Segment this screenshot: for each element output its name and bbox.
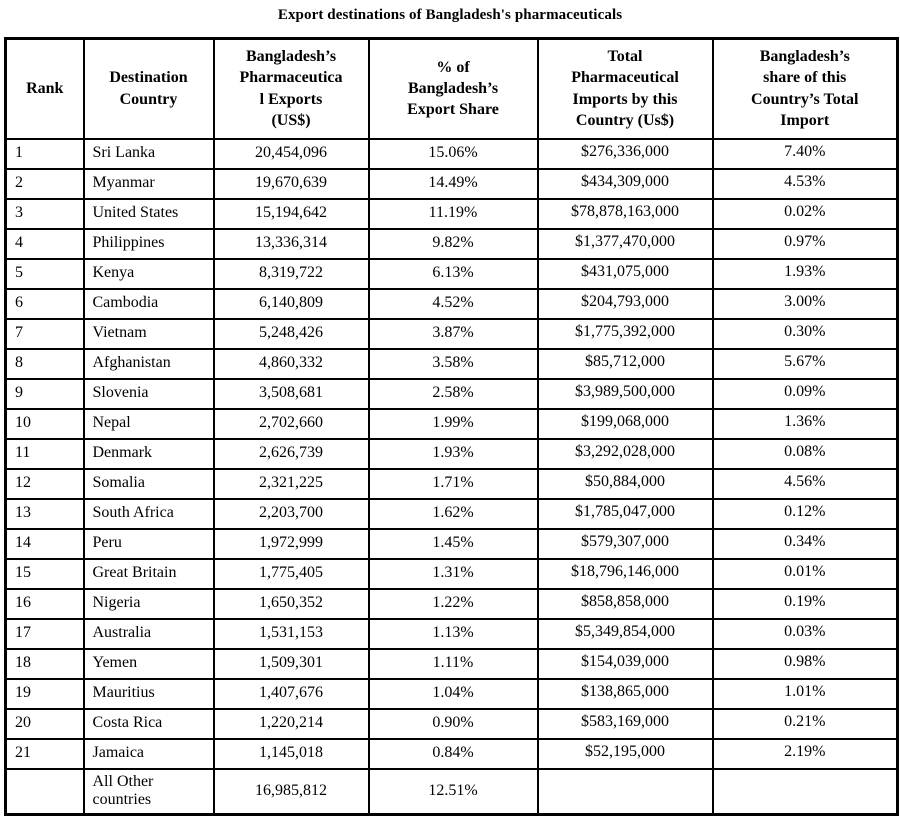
cell-country: Kenya (84, 259, 214, 289)
cell-rank: 20 (6, 709, 84, 739)
cell-exports: 2,321,225 (214, 469, 369, 499)
column-header-country: Destination Country (84, 39, 214, 139)
cell-country: Peru (84, 529, 214, 559)
cell-share: 3.87% (369, 319, 538, 349)
cell-exports: 1,509,301 (214, 649, 369, 679)
cell-country: Slovenia (84, 379, 214, 409)
cell-share: 1.93% (369, 439, 538, 469)
cell-share: 1.11% (369, 649, 538, 679)
table-title: Export destinations of Bangladesh's pharmaceuticals (277, 7, 623, 23)
cell-rank: 2 (6, 169, 84, 199)
cell-exports: 13,336,314 (214, 229, 369, 259)
cell-country: Cambodia (84, 289, 214, 319)
table-row (6, 679, 898, 709)
cell-exports: 8,319,722 (214, 259, 369, 289)
cell-country: Mauritius (84, 679, 214, 709)
cell-imports: $1,785,047,000 (538, 499, 713, 529)
cell-country_share: 0.97% (713, 229, 898, 259)
cell-country_share: 1.93% (713, 259, 898, 289)
cell-exports: 1,145,018 (214, 739, 369, 769)
cell-share: 1.31% (369, 559, 538, 589)
cell-country: Somalia (84, 469, 214, 499)
column-header-share: % of Bangladesh’s Export Share (369, 39, 538, 139)
cell-country: Sri Lanka (84, 139, 214, 169)
cell-rank: 8 (6, 349, 84, 379)
cell-imports: $434,309,000 (538, 169, 713, 199)
cell-share: 4.52% (369, 289, 538, 319)
table-body (6, 139, 898, 815)
cell-imports: $85,712,000 (538, 349, 713, 379)
cell-share: 1.71% (369, 469, 538, 499)
cell-country: Nigeria (84, 589, 214, 619)
cell-country_share: 0.34% (713, 529, 898, 559)
cell-country: All Other countries (84, 769, 214, 815)
cell-rank: 21 (6, 739, 84, 769)
cell-country_share: 0.09% (713, 379, 898, 409)
cell-country_share: 1.01% (713, 679, 898, 709)
cell-rank: 18 (6, 649, 84, 679)
cell-country_share: 3.00% (713, 289, 898, 319)
cell-exports: 1,775,405 (214, 559, 369, 589)
cell-exports: 2,702,660 (214, 409, 369, 439)
cell-country: Myanmar (84, 169, 214, 199)
cell-exports: 4,860,332 (214, 349, 369, 379)
cell-exports: 1,220,214 (214, 709, 369, 739)
cell-country: Costa Rica (84, 709, 214, 739)
cell-imports: $78,878,163,000 (538, 199, 713, 229)
table-row (6, 169, 898, 199)
cell-share: 1.62% (369, 499, 538, 529)
cell-country: Jamaica (84, 739, 214, 769)
cell-share: 0.90% (369, 709, 538, 739)
cell-imports: $1,377,470,000 (538, 229, 713, 259)
cell-country_share: 0.98% (713, 649, 898, 679)
cell-imports: $3,989,500,000 (538, 379, 713, 409)
cell-exports: 1,407,676 (214, 679, 369, 709)
cell-share: 9.82% (369, 229, 538, 259)
cell-share: 14.49% (369, 169, 538, 199)
cell-exports: 1,650,352 (214, 589, 369, 619)
cell-imports: $138,865,000 (538, 679, 713, 709)
cell-share: 1.99% (369, 409, 538, 439)
cell-imports: $204,793,000 (538, 289, 713, 319)
cell-rank: 14 (6, 529, 84, 559)
cell-rank: 12 (6, 469, 84, 499)
cell-exports: 20,454,096 (214, 139, 369, 169)
table-row (6, 409, 898, 439)
cell-country_share: 0.08% (713, 439, 898, 469)
cell-exports: 1,972,999 (214, 529, 369, 559)
export-destinations-table (4, 37, 899, 816)
column-header-imports: Total Pharmaceutical Imports by this Country (Us$) (538, 39, 713, 139)
table-row (6, 319, 898, 349)
cell-rank: 7 (6, 319, 84, 349)
cell-rank: 3 (6, 199, 84, 229)
cell-exports: 6,140,809 (214, 289, 369, 319)
table-row (6, 439, 898, 469)
cell-country: Yemen (84, 649, 214, 679)
cell-country: South Africa (84, 499, 214, 529)
table-row (6, 379, 898, 409)
cell-country: Nepal (84, 409, 214, 439)
cell-exports: 5,248,426 (214, 319, 369, 349)
cell-share: 1.22% (369, 589, 538, 619)
cell-imports: $199,068,000 (538, 409, 713, 439)
cell-imports: $579,307,000 (538, 529, 713, 559)
table-row (6, 349, 898, 379)
table-row (6, 559, 898, 589)
cell-country_share (713, 769, 898, 815)
cell-share: 15.06% (369, 139, 538, 169)
cell-share: 0.84% (369, 739, 538, 769)
table-row (6, 649, 898, 679)
table-row (6, 709, 898, 739)
column-header-country_share: Bangladesh’s share of this Country’s Total Import (713, 39, 898, 139)
cell-rank (6, 769, 84, 815)
column-header-rank: Rank (6, 39, 84, 139)
cell-country: Australia (84, 619, 214, 649)
cell-imports: $3,292,028,000 (538, 439, 713, 469)
cell-imports: $5,349,854,000 (538, 619, 713, 649)
cell-share: 11.19% (369, 199, 538, 229)
cell-rank: 5 (6, 259, 84, 289)
cell-country_share: 0.30% (713, 319, 898, 349)
table-row (6, 739, 898, 769)
cell-rank: 10 (6, 409, 84, 439)
cell-share: 3.58% (369, 349, 538, 379)
cell-country_share: 0.02% (713, 199, 898, 229)
table-row (6, 289, 898, 319)
cell-imports (538, 769, 713, 815)
cell-country: Afghanistan (84, 349, 214, 379)
cell-rank: 6 (6, 289, 84, 319)
header-row (6, 39, 898, 139)
column-header-exports: Bangladesh’s Pharmaceutica l Exports (US$) (214, 39, 369, 139)
cell-imports: $154,039,000 (538, 649, 713, 679)
cell-imports: $52,195,000 (538, 739, 713, 769)
cell-country_share: 4.53% (713, 169, 898, 199)
cell-country: Vietnam (84, 319, 214, 349)
cell-rank: 16 (6, 589, 84, 619)
cell-share: 6.13% (369, 259, 538, 289)
cell-country_share: 4.56% (713, 469, 898, 499)
table-header (6, 39, 898, 139)
cell-rank: 4 (6, 229, 84, 259)
table-row (6, 619, 898, 649)
cell-country_share: 0.03% (713, 619, 898, 649)
table-row (6, 199, 898, 229)
cell-rank: 11 (6, 439, 84, 469)
cell-rank: 17 (6, 619, 84, 649)
cell-country: Denmark (84, 439, 214, 469)
cell-share: 1.13% (369, 619, 538, 649)
cell-imports: $431,075,000 (538, 259, 713, 289)
cell-share: 1.45% (369, 529, 538, 559)
cell-country_share: 2.19% (713, 739, 898, 769)
cell-exports: 19,670,639 (214, 169, 369, 199)
table-row (6, 229, 898, 259)
cell-imports: $1,775,392,000 (538, 319, 713, 349)
table-row (6, 589, 898, 619)
table-row (6, 259, 898, 289)
table-row (6, 769, 898, 815)
cell-imports: $276,336,000 (538, 139, 713, 169)
table-row (6, 139, 898, 169)
cell-rank: 19 (6, 679, 84, 709)
cell-share: 2.58% (369, 379, 538, 409)
cell-exports: 2,203,700 (214, 499, 369, 529)
cell-share: 12.51% (369, 769, 538, 815)
cell-country: Philippines (84, 229, 214, 259)
table-row (6, 529, 898, 559)
cell-country: United States (84, 199, 214, 229)
cell-country_share: 0.19% (713, 589, 898, 619)
cell-rank: 15 (6, 559, 84, 589)
cell-exports: 1,531,153 (214, 619, 369, 649)
cell-share: 1.04% (369, 679, 538, 709)
cell-country_share: 1.36% (713, 409, 898, 439)
table-row (6, 499, 898, 529)
cell-country_share: 5.67% (713, 349, 898, 379)
cell-country_share: 0.01% (713, 559, 898, 589)
cell-country_share: 0.12% (713, 499, 898, 529)
cell-country: Great Britain (84, 559, 214, 589)
cell-rank: 13 (6, 499, 84, 529)
cell-imports: $50,884,000 (538, 469, 713, 499)
cell-rank: 9 (6, 379, 84, 409)
cell-exports: 2,626,739 (214, 439, 369, 469)
cell-country_share: 0.21% (713, 709, 898, 739)
cell-exports: 15,194,642 (214, 199, 369, 229)
cell-imports: $583,169,000 (538, 709, 713, 739)
table-row (6, 469, 898, 499)
cell-country_share: 7.40% (713, 139, 898, 169)
cell-exports: 3,508,681 (214, 379, 369, 409)
cell-imports: $18,796,146,000 (538, 559, 713, 589)
cell-imports: $858,858,000 (538, 589, 713, 619)
cell-rank: 1 (6, 139, 84, 169)
cell-exports: 16,985,812 (214, 769, 369, 815)
